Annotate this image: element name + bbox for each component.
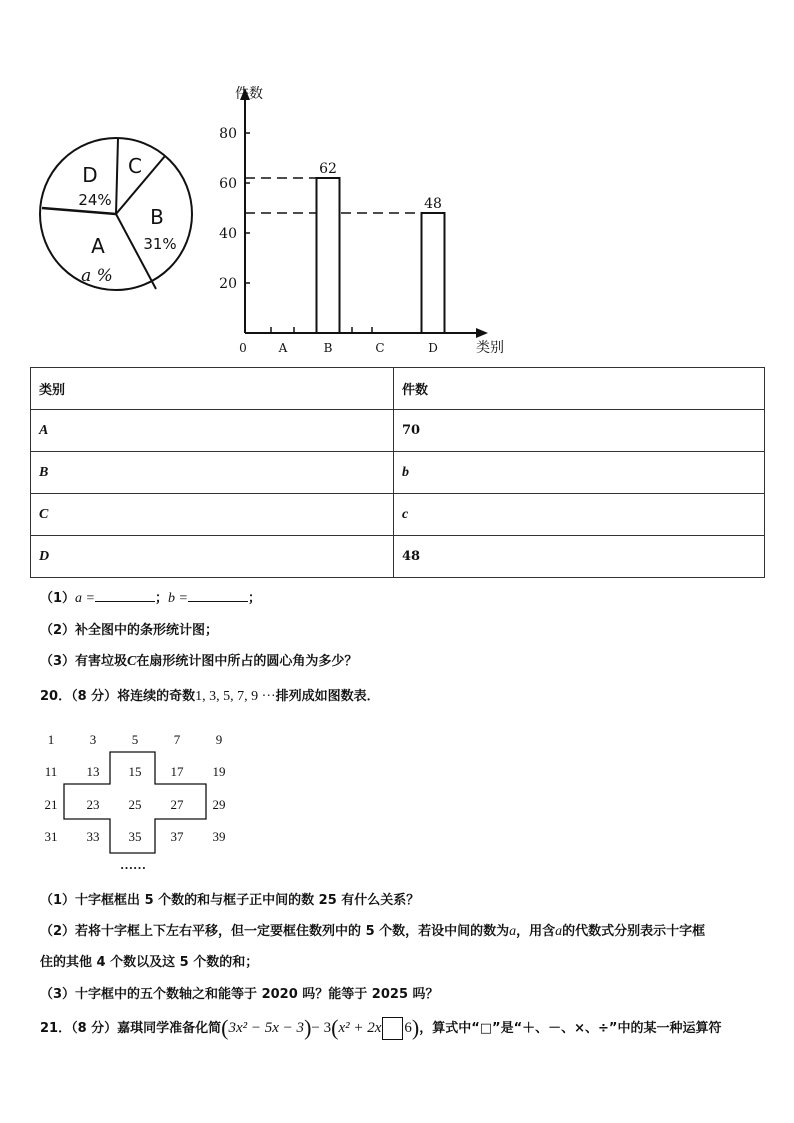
grid-cell: 5 [131,732,139,747]
bar-value-label: 48 [424,196,442,212]
origin-label: 0 [239,341,247,355]
q21-expression: (3x² − 5x − 3)− 3(x² + 2x 6) [221,1015,420,1040]
table-cell-category: B [31,452,394,494]
grid-cell: 11 [44,764,58,779]
grid-cell: 35 [128,829,142,844]
table-cell-count: c [394,494,765,536]
pie-pct-d: 24% [78,191,112,209]
x-category-label: A [278,341,288,355]
y-tick-label: 60 [219,176,237,192]
table-cell-count: 48 [394,536,765,578]
grid-cell: 7 [173,732,181,747]
grid-cell: 15 [128,764,142,779]
pie-label-b: B [150,205,164,229]
operator-box[interactable] [382,1017,403,1040]
q20-part2-cont: 住的其他 4 个数以及这 5 个数的和； [40,955,259,970]
pie-pct-b: 31% [143,235,177,253]
q21-stem: 21．（8 分）嘉琪同学准备化简(3x² − 5x − 3)− 3(x² + 2x 6)，算式中“□”是“＋、－、×、÷”中的某一种运算符 [40,1015,722,1040]
table-cell-category: A [31,410,394,452]
x-category-label: B [323,341,333,355]
pie-label-a: A [91,234,105,258]
table-cell-category: C [31,494,394,536]
table-cell-count: b [394,452,765,494]
grid-cell: 9 [215,732,223,747]
q19-part1: （1）a = ；b = ； [40,591,261,606]
y-axis-title: 件数 [235,86,263,102]
x-axis-title: 类别 [476,340,504,356]
q20-stem: 20．（8 分）将连续的奇数1, 3, 5, 7, 9 ···排列成如图数表． [40,689,380,704]
grid-cell: 21 [44,797,58,812]
q20-part3: （3）十字框中的五个数轴之和能等于 2020 吗？能等于 2025 吗？ [40,987,439,1002]
q19-part2: （2）补全图中的条形统计图； [40,623,219,638]
y-tick-label: 20 [219,276,237,292]
grid-cell: 3 [89,732,97,747]
pie-label-d: D [82,163,98,187]
q20-part2: （2）若将十字框上下左右平移，但一定要框住数列中的 5 个数，若设中间的数为a，用含a的代数式分别表示十字框 [40,924,706,939]
y-tick-label: 40 [219,226,237,242]
grid-ellipsis: …… [120,857,146,872]
grid-cell: 39 [212,829,226,844]
q19-part3: （3）有害垃圾C在扇形统计图中所占的圆心角为多少？ [40,654,358,669]
grid-cell: 31 [44,829,58,844]
bar-value-label: 62 [319,161,337,177]
x-category-label: C [375,341,385,355]
pie-label-c: C [128,154,142,178]
grid-cell: 13 [86,764,100,779]
grid-cell: 27 [170,797,184,812]
grid-cell: 19 [212,764,226,779]
pie-pct-a: a % [81,266,113,286]
grid-cell: 25 [128,797,142,812]
grid-cell: 37 [170,829,184,844]
x-category-label: D [428,341,438,355]
table-header-count: 件数 [394,368,765,410]
table-header-category: 类别 [31,368,394,410]
grid-cell: 33 [86,829,100,844]
q20-part1: （1）十字框框出 5 个数的和与框子正中间的数 25 有什么关系？ [40,893,420,908]
y-tick-label: 80 [219,126,237,142]
grid-cell: 29 [212,797,226,812]
grid-cell: 1 [47,732,55,747]
grid-cell: 23 [86,797,100,812]
table-cell-category: D [31,536,394,578]
grid-cell: 17 [170,764,184,779]
table-cell-count: 70 [394,410,765,452]
